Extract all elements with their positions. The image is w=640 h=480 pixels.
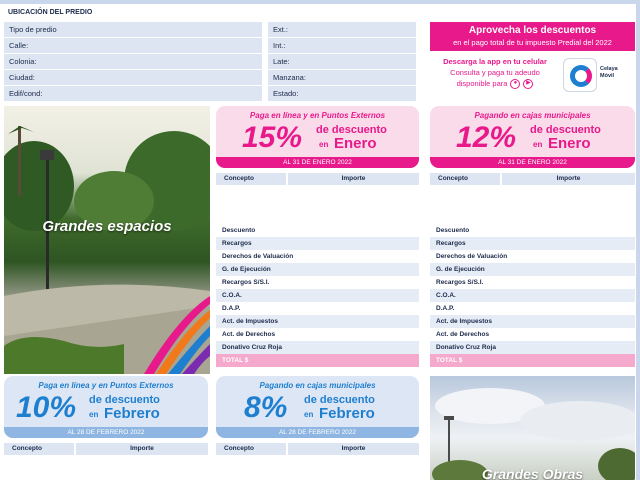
list-item: Act. de Impuestos [430,315,635,328]
list-item: Recargos [216,237,419,250]
table-header-enero-cajas [430,173,635,185]
apple-store-icon[interactable]: ● [510,79,520,89]
card-en: en [533,140,543,149]
header-importe: Importe [76,443,208,455]
card-de-descuento: de descuento [304,394,375,406]
card-subtitle: Pagando en cajas municipales [259,381,376,390]
header-importe: Importe [288,443,419,455]
app-consult-text: Consulta y paga tu adeudo [450,68,540,77]
promo-subtitle: en el pago total de tu impuesto Predial del 2022 [453,38,612,47]
app-download-text: Descarga la app en tu celular [443,57,547,66]
card-de-descuento: de descuento [530,124,601,136]
concept-list-enero-online [216,224,419,367]
field-calle[interactable]: Calle: [4,38,262,53]
card-deadline: AL 31 DE ENERO 2022 [430,157,635,168]
field-tipo-predio[interactable]: Tipo de predio [4,22,262,37]
property-section-title: UBICACIÓN DEL PREDIO [8,9,93,16]
card-percentage: 15% [242,121,303,154]
table-header-febrero-cajas [216,443,419,455]
park-illustration [4,106,210,374]
list-item: D.A.P. [222,305,241,312]
card-deadline: AL 28 DE FEBRERO 2022 [216,427,419,438]
list-item: Act. de Derechos [436,331,490,338]
list-item: Donativo Cruz Roja [430,341,635,354]
field-manzana[interactable]: Manzana: [268,70,416,85]
list-item: Derechos de Valuación [222,253,294,260]
photo-works [430,376,635,480]
field-edif-cond[interactable]: Edif/cond: [4,86,262,101]
header-importe: Importe [288,173,419,185]
total-row: TOTAL $ [216,354,419,367]
promo-title: Aprovecha los descuentos [468,25,597,36]
card-subtitle: Paga en línea y en Puntos Externos [38,381,174,390]
list-item: Act. de Impuestos [216,315,419,328]
field-ciudad[interactable]: Ciudad: [4,70,262,85]
card-deadline: AL 31 DE ENERO 2022 [216,157,419,168]
card-month: Enero [548,135,591,152]
list-item: Act. de Derechos [222,331,276,338]
promo-banner [430,22,635,51]
photo-top-caption: Grandes espacios [42,218,172,235]
list-item: Recargos [430,237,635,250]
card-subtitle: Pagando en cajas municipales [474,111,591,120]
works-illustration [430,376,635,480]
card-de-descuento: de descuento [89,394,160,406]
card-percentage: 12% [456,121,517,154]
list-item: Recargos S/S.I. [222,279,270,286]
card-de-descuento: de descuento [316,124,387,136]
list-item: Recargos S/S.I. [436,279,484,286]
discount-card-15-enero [216,106,419,168]
list-item: G. de Ejecución [216,263,419,276]
field-colonia[interactable]: Colonia: [4,54,262,69]
list-item: Descuento [222,227,256,234]
concept-list-enero-cajas [430,224,635,367]
card-month: Enero [334,135,377,152]
card-percentage: 8% [244,391,288,424]
app-available: disponible para ● ▶ [430,79,560,89]
field-ext[interactable]: Ext.: [268,22,416,37]
table-header-febrero-online [4,443,208,455]
card-en: en [304,410,314,419]
right-border [636,0,640,480]
card-month: Febrero [319,405,375,422]
card-month: Febrero [104,405,160,422]
card-subtitle: Paga en línea y en Puntos Externos [249,111,386,120]
discount-card-8-febrero [216,376,419,438]
header-concepto: Concepto [4,443,74,455]
list-item: G. de Ejecución [430,263,635,276]
photo-bottom-caption: Grandes Obras [481,466,584,480]
total-row: TOTAL $ [430,354,635,367]
top-border [0,0,640,4]
header-concepto: Concepto [216,173,286,185]
card-en: en [89,410,99,419]
app-name: Celaya Móvil [600,66,618,79]
list-item: Descuento [436,227,470,234]
discount-card-12-enero [430,106,635,168]
field-estado[interactable]: Estado: [268,86,416,101]
app-logo-icon[interactable] [563,58,597,92]
list-item: C.O.A. [216,289,419,302]
header-importe: Importe [502,173,635,185]
table-header-enero-online [216,173,419,185]
list-item: Derechos de Valuación [436,253,508,260]
card-en: en [319,140,329,149]
field-int[interactable]: Int.: [268,38,416,53]
discount-card-10-febrero [4,376,208,438]
card-percentage: 10% [16,391,77,424]
photo-park [4,106,210,374]
header-concepto: Concepto [430,173,500,185]
list-item: D.A.P. [436,305,455,312]
app-promo [430,53,635,97]
card-deadline: AL 28 DE FEBRERO 2022 [4,427,208,438]
google-play-icon[interactable]: ▶ [523,79,533,89]
list-item: C.O.A. [430,289,635,302]
header-concepto: Concepto [216,443,286,455]
list-item: Donativo Cruz Roja [216,341,419,354]
field-late[interactable]: Late: [268,54,416,69]
